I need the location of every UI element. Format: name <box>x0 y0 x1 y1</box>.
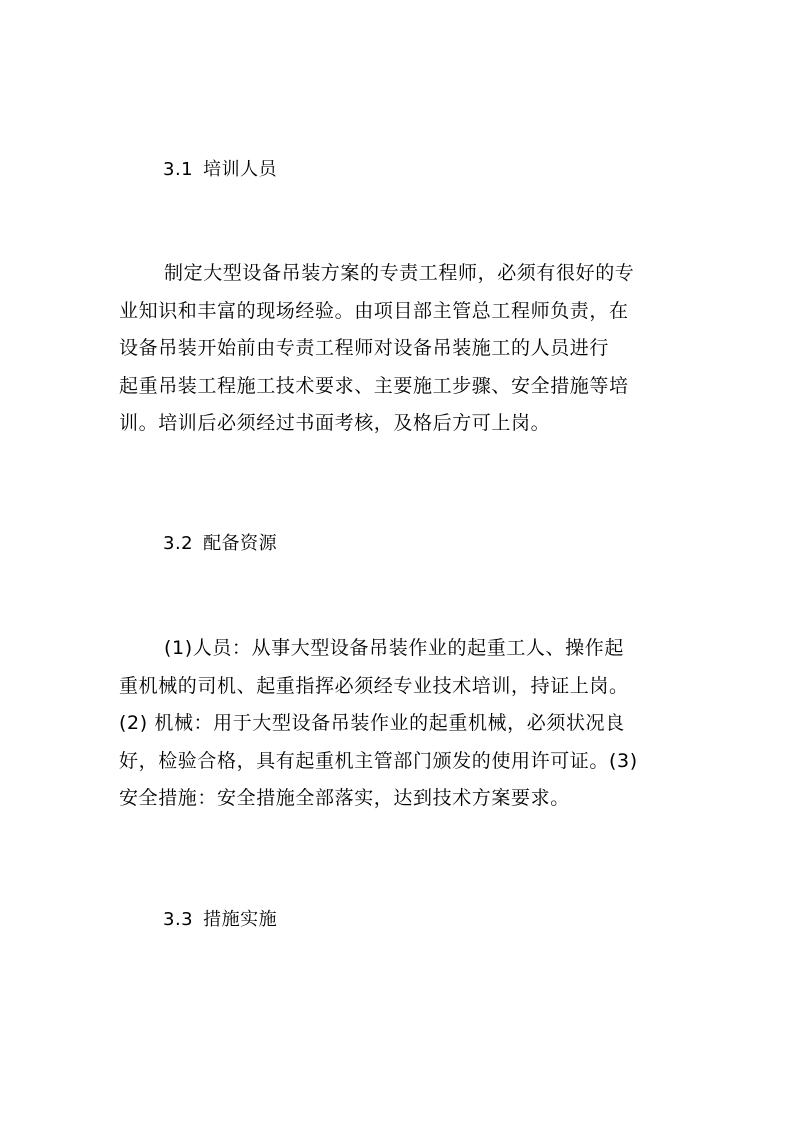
section-title: 配备资源 <box>203 533 278 554</box>
paragraph-line: 业知识和丰富的现场经验。由项目部主管总工程师负责，在 <box>119 299 629 322</box>
section-heading-3-3 <box>163 908 277 932</box>
paragraph-line: 好，检验合格，具有起重机主管部门颁发的使用许可证。(3) <box>119 749 638 772</box>
paragraph-line: (1)人员：从事大型设备吊装作业的起重工人、操作起 <box>164 637 624 659</box>
section-heading-3-1 <box>163 158 277 182</box>
section-title: 措施实施 <box>203 909 278 930</box>
paragraph-line: 制定大型设备吊装方案的专责工程师，必须有很好的专 <box>164 262 635 284</box>
section-title: 培训人员 <box>203 159 278 180</box>
section-number: 3.3 <box>163 909 194 930</box>
section-number: 3.2 <box>163 533 194 554</box>
paragraph-training <box>119 255 687 443</box>
paragraph-line: 设备吊装开始前由专责工程师对设备吊装施工的人员进行 <box>119 337 610 359</box>
paragraph-line: 起重吊装工程施工技术要求、主要施工步骤、安全措施等培 <box>119 374 629 397</box>
paragraph-line: 重机械的司机、起重指挥必须经专业技术培训，持证上岗。 <box>119 674 629 697</box>
section-heading-3-2 <box>163 532 277 556</box>
paragraph-resources <box>119 630 687 818</box>
paragraph-line: (2) 机械：用于大型设备吊装作业的起重机械，必须状况良 <box>119 712 625 734</box>
paragraph-line: 安全措施：安全措施全部落实，达到技术方案要求。 <box>119 787 570 809</box>
section-number: 3.1 <box>163 159 194 180</box>
paragraph-line: 训。培训后必须经过书面考核，及格后方可上岗。 <box>119 412 551 434</box>
